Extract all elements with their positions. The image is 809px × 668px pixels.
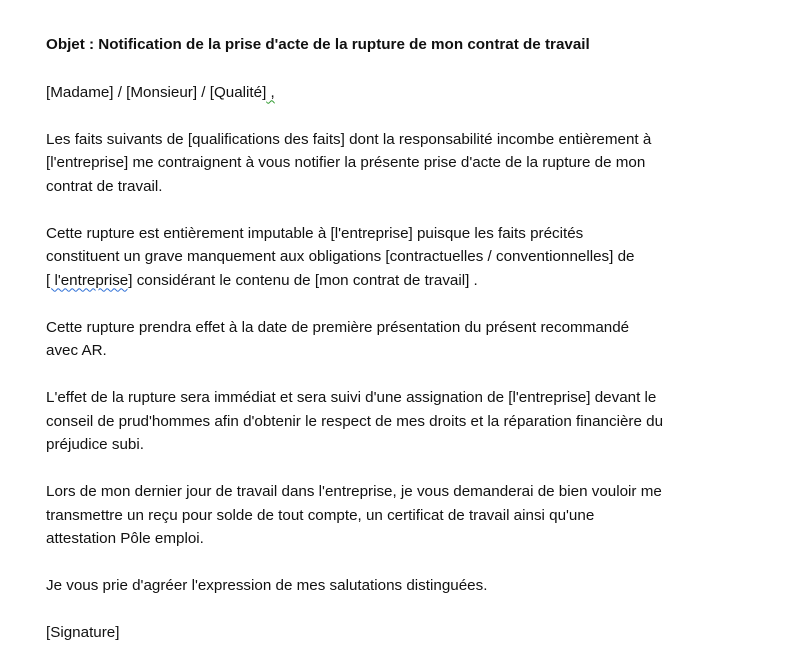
paragraph-line: attestation Pôle emploi. (46, 530, 204, 547)
letter-subject: Objet : Notification de la prise d'acte de la rupture de mon contrat de travail (46, 36, 590, 53)
paragraph-line: transmettre un reçu pour solde de tout compte, un certificat de travail ainsi qu'une (46, 506, 595, 524)
paragraph-line: Lors de mon dernier jour de travail dans l'entreprise, je vous demanderai de bien vouloir me (46, 483, 662, 500)
paragraph-line: conseil de prud'hommes afin d'obtenir le respect de mes droits et la réparation financière du (46, 412, 664, 430)
paragraph-line: préjudice subi. (46, 436, 144, 453)
paragraph-line: Les faits suivants de [qualifications des faits] dont la responsabilité incombe entièrement à (46, 130, 652, 148)
paragraph-line: constituent un grave manquement aux obligations [contractuelles / conventionnelles] de (46, 248, 635, 265)
paragraph-line: avec AR. (46, 342, 107, 359)
letter-salutation (46, 81, 786, 105)
paragraph-effective-date (46, 316, 786, 363)
salutation-text: [Madame] / [Monsieur] / [Qualité] (46, 83, 267, 101)
paragraph-line-rest: considérant le contenu de [mon contrat de travail] . (132, 271, 478, 289)
paragraph-last-day (46, 480, 786, 551)
paragraph-facts (46, 128, 786, 199)
paragraph-line: [l'entreprise] me contraignent à vous notifier la présente prise d'acte de la rupture de mon (46, 154, 646, 171)
letter-signature: [Signature] (46, 624, 120, 641)
paragraph-line: Cette rupture prendra effet à la date de première présentation du présent recommandé (46, 318, 630, 336)
paragraph-line (46, 269, 786, 293)
paragraph-imputable (46, 222, 786, 293)
paragraph-closing (46, 574, 786, 598)
paragraph-line: Je vous prie d'agréer l'expression de mes salutations distinguées. (46, 577, 488, 594)
spellcheck-flagged-text: [ l'entreprise] (46, 271, 133, 289)
paragraph-effect (46, 386, 786, 457)
salutation-punctuation-flagged: , (266, 83, 275, 101)
letter-document (46, 33, 786, 668)
paragraph-line: contrat de travail. (46, 177, 163, 195)
paragraph-line: L'effet de la rupture sera immédiat et sera suivi d'une assignation de [l'entreprise] devant le (46, 389, 657, 406)
paragraph-line: Cette rupture est entièrement imputable à [l'entreprise] puisque les faits précités (46, 224, 584, 242)
